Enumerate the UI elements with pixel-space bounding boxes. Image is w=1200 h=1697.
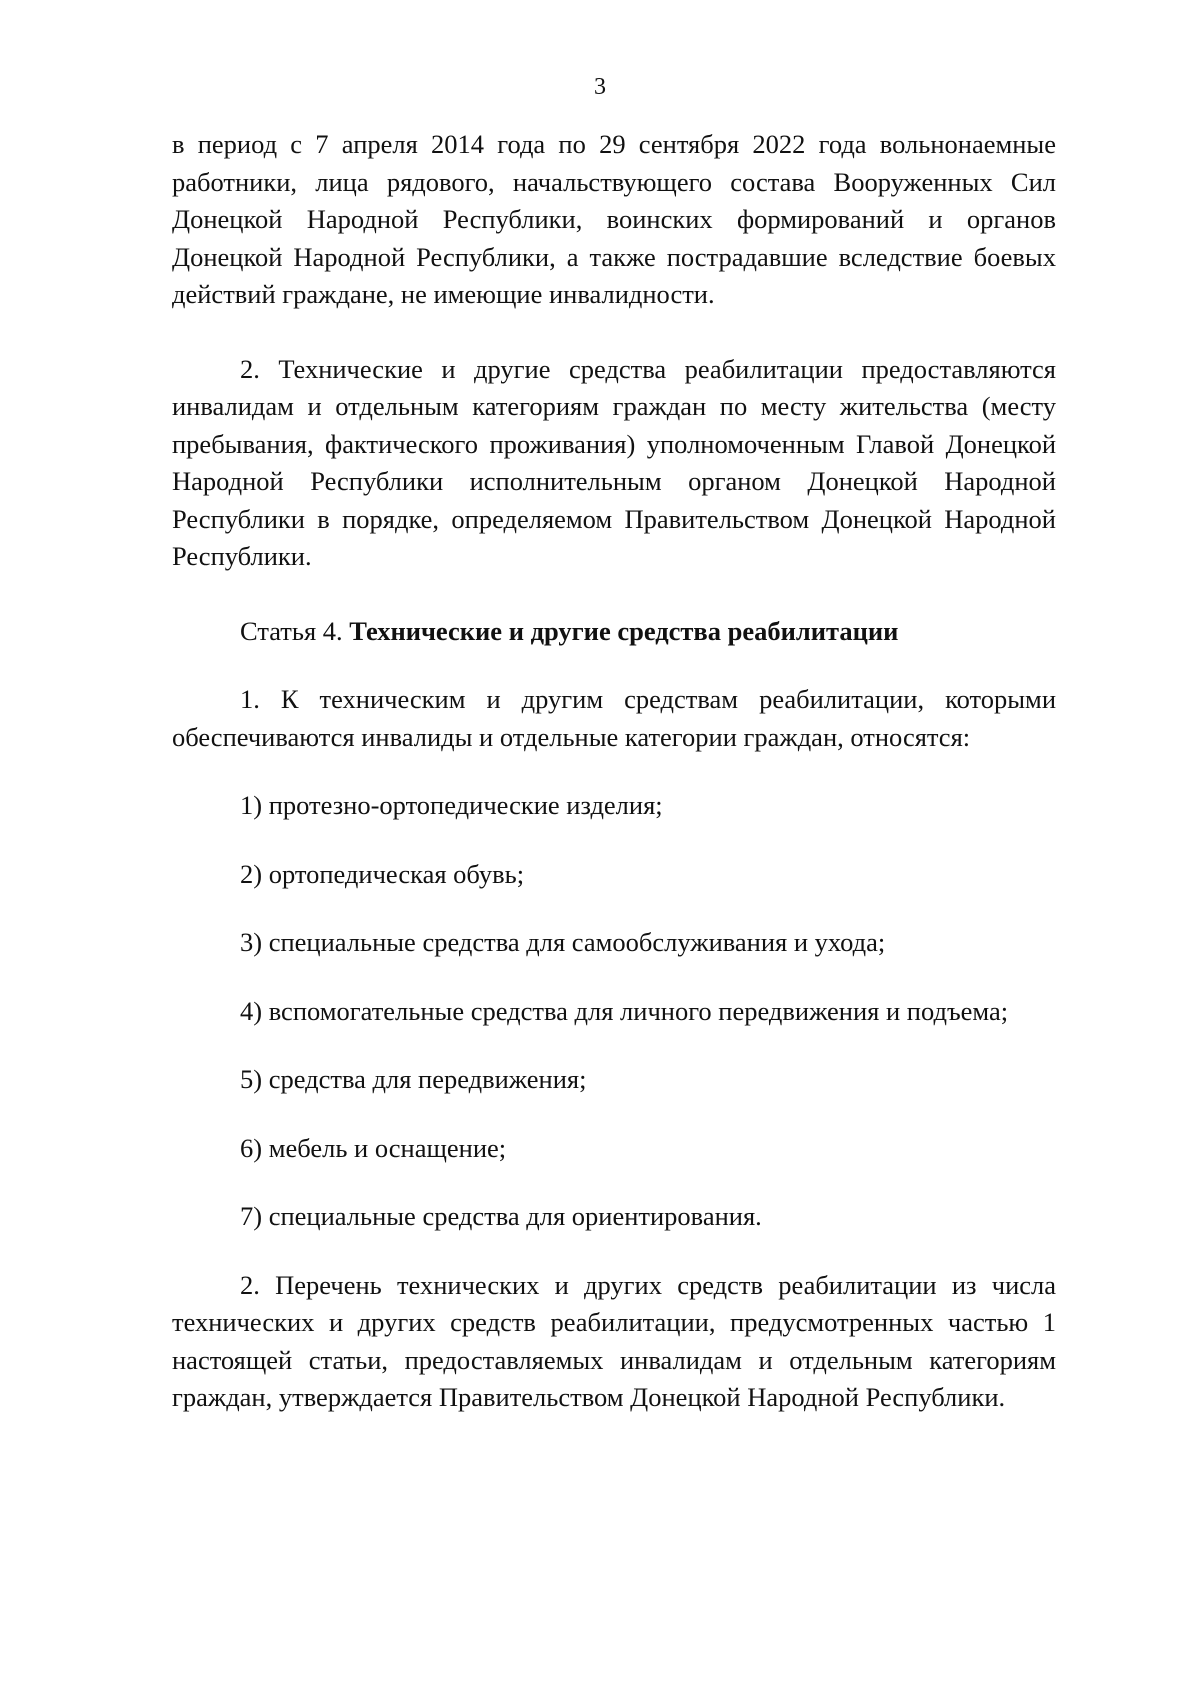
article-heading bbox=[172, 613, 1056, 651]
page-number: 3 bbox=[594, 74, 606, 100]
list-item: 6) мебель и оснащение; bbox=[240, 1132, 507, 1163]
list-item: 7) специальные средства для ориентирования. bbox=[240, 1201, 762, 1231]
list-item: 5) средства для передвижения; bbox=[240, 1064, 587, 1094]
article-label: Статья 4. bbox=[240, 615, 343, 646]
paragraph-part-2: 2. Технические и другие средства реабилитации предоставляются инвалидам и отдельным категориям граждан по месту жительства (месту пребывания, фактического проживания) уполномоченным Главой Донецкой Народной Республики исполнительным органом Донецкой Народной Республики в порядке, определяемом Правительством Донецкой Народной Республики. bbox=[172, 353, 1056, 571]
document-body bbox=[172, 126, 1056, 1417]
article-title: Технические и другие средства реабилитации bbox=[349, 615, 899, 646]
list-item: 1) протезно-ортопедические изделия; bbox=[240, 790, 663, 820]
article-intro-paragraph: 1. К техническим и другим средствам реабилитации, которыми обеспечиваются инвалиды и отдельные категории граждан, относятся: bbox=[172, 684, 1056, 752]
paragraph-continuation: в период с 7 апреля 2014 года по 29 сентября 2022 года вольнонаемные работники, лица рядового, начальствующего состава Вооруженных Сил Донецкой Народной Республики, воинских формирований и органов Донецкой Народной Республики, а также пострадавшие вследствие боевых действий граждане, не имеющие инвалидности. bbox=[172, 129, 1056, 309]
closing-paragraph: 2. Перечень технических и других средств реабилитации из числа технических и других средств реабилитации, предусмотренных частью 1 настоящей статьи, предоставляемых инвалидам и отдельным категориям граждан, утверждается Правительством Донецкой Народной Республики. bbox=[172, 1269, 1056, 1412]
list-item: 3) специальные средства для самообслуживания и ухода; bbox=[240, 927, 886, 957]
list-item: 4) вспомогательные средства для личного передвижения и подъема; bbox=[240, 995, 1009, 1026]
list-item: 2) ортопедическая обувь; bbox=[240, 858, 525, 889]
